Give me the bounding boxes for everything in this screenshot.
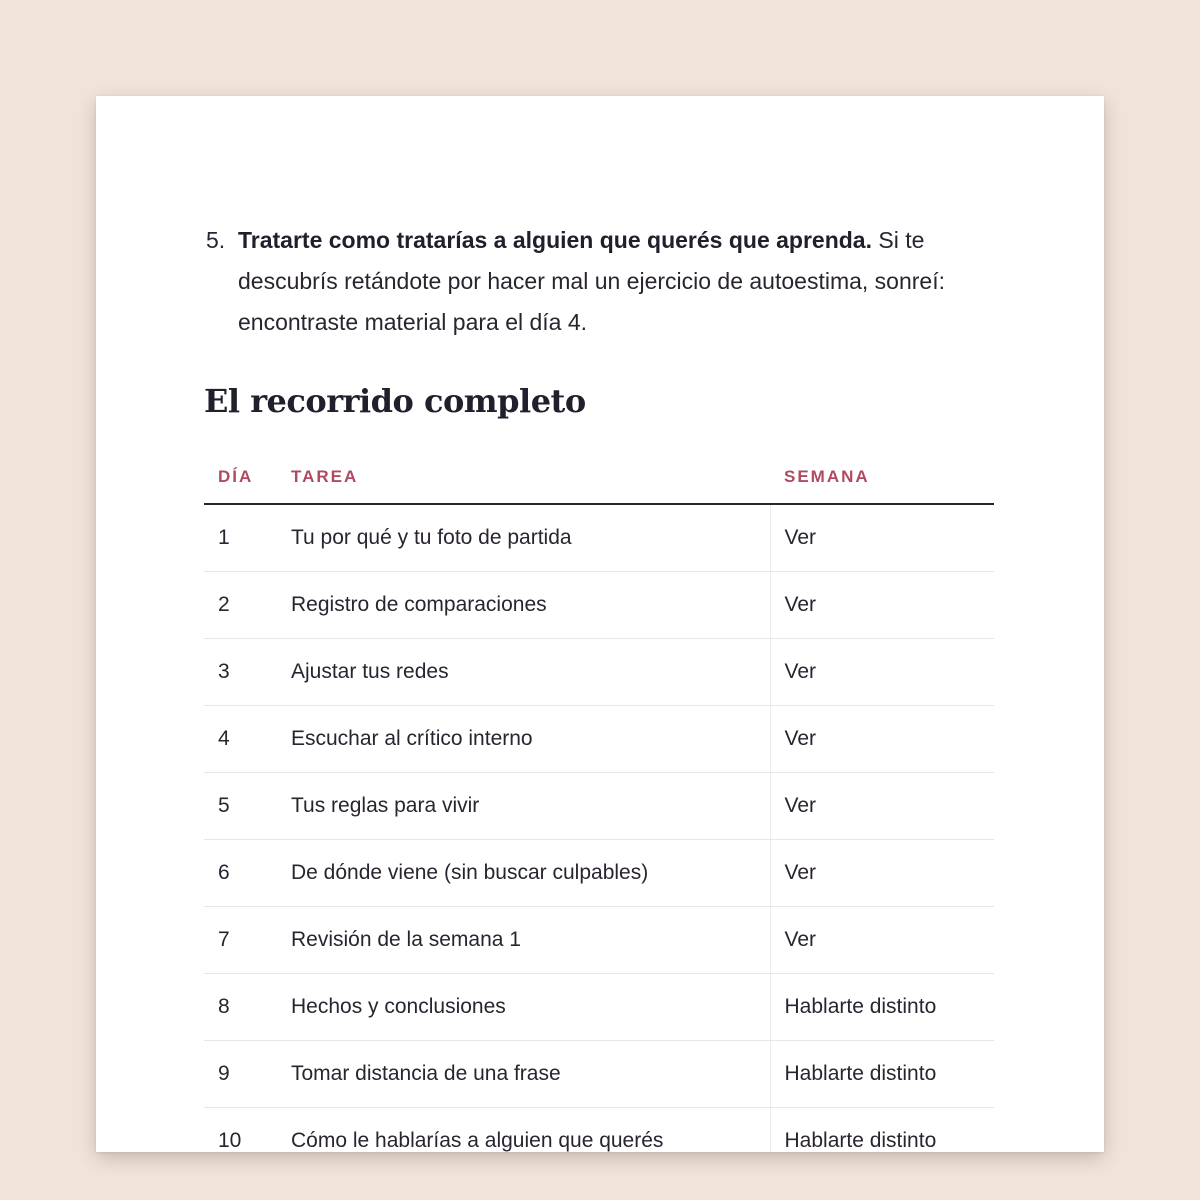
plan-table <box>204 451 994 1152</box>
task-cell: Revisión de la semana 1 <box>277 907 770 974</box>
task-cell: Tus reglas para vivir <box>277 773 770 840</box>
week-cell: Ver <box>770 907 994 974</box>
day-cell: 6 <box>204 840 277 907</box>
header-week: SEMANA <box>770 451 994 504</box>
week-cell: Ver <box>770 773 994 840</box>
task-cell: Tomar distancia de una frase <box>277 1041 770 1108</box>
task-cell: Tu por qué y tu foto de partida <box>277 504 770 572</box>
week-cell: Hablarte distinto <box>770 1108 994 1153</box>
day-cell: 4 <box>204 706 277 773</box>
task-cell: De dónde viene (sin buscar culpables) <box>277 840 770 907</box>
day-cell: 5 <box>204 773 277 840</box>
day-cell: 8 <box>204 974 277 1041</box>
list-number: 5. <box>206 227 226 253</box>
table-row <box>204 974 994 1041</box>
list-item-body <box>238 220 996 343</box>
week-cell: Ver <box>770 639 994 706</box>
day-cell: 2 <box>204 572 277 639</box>
week-cell: Ver <box>770 572 994 639</box>
document-page <box>96 96 1104 1152</box>
table-row <box>204 840 994 907</box>
day-cell: 7 <box>204 907 277 974</box>
list-item-bold-text: Tratarte como tratarías a alguien que querés que aprenda. <box>238 227 872 253</box>
table-row <box>204 504 994 572</box>
list-item-5 <box>206 220 996 343</box>
day-cell: 10 <box>204 1108 277 1153</box>
table-body <box>204 504 994 1152</box>
table-row <box>204 907 994 974</box>
table-row <box>204 572 994 639</box>
section-title: El recorrido completo <box>204 382 586 420</box>
task-cell: Escuchar al crítico interno <box>277 706 770 773</box>
header-task: TAREA <box>277 451 770 504</box>
table-row <box>204 773 994 840</box>
task-cell: Hechos y conclusiones <box>277 974 770 1041</box>
week-cell: Hablarte distinto <box>770 1041 994 1108</box>
task-cell: Ajustar tus redes <box>277 639 770 706</box>
table-row <box>204 1041 994 1108</box>
header-day: DÍA <box>204 451 277 504</box>
table-row <box>204 639 994 706</box>
day-cell: 9 <box>204 1041 277 1108</box>
week-cell: Hablarte distinto <box>770 974 994 1041</box>
week-cell: Ver <box>770 840 994 907</box>
list-item-text: Si te descubrís retándote por hacer mal un ejercicio de autoestima, sonreí: encontraste material para el día 4. <box>238 227 945 335</box>
table-row <box>204 1108 994 1153</box>
table-header-row <box>204 451 994 504</box>
week-cell: Ver <box>770 706 994 773</box>
week-cell: Ver <box>770 504 994 572</box>
day-cell: 1 <box>204 504 277 572</box>
task-cell: Registro de comparaciones <box>277 572 770 639</box>
day-cell: 3 <box>204 639 277 706</box>
table-row <box>204 706 994 773</box>
task-cell: Cómo le hablarías a alguien que querés <box>277 1108 770 1153</box>
